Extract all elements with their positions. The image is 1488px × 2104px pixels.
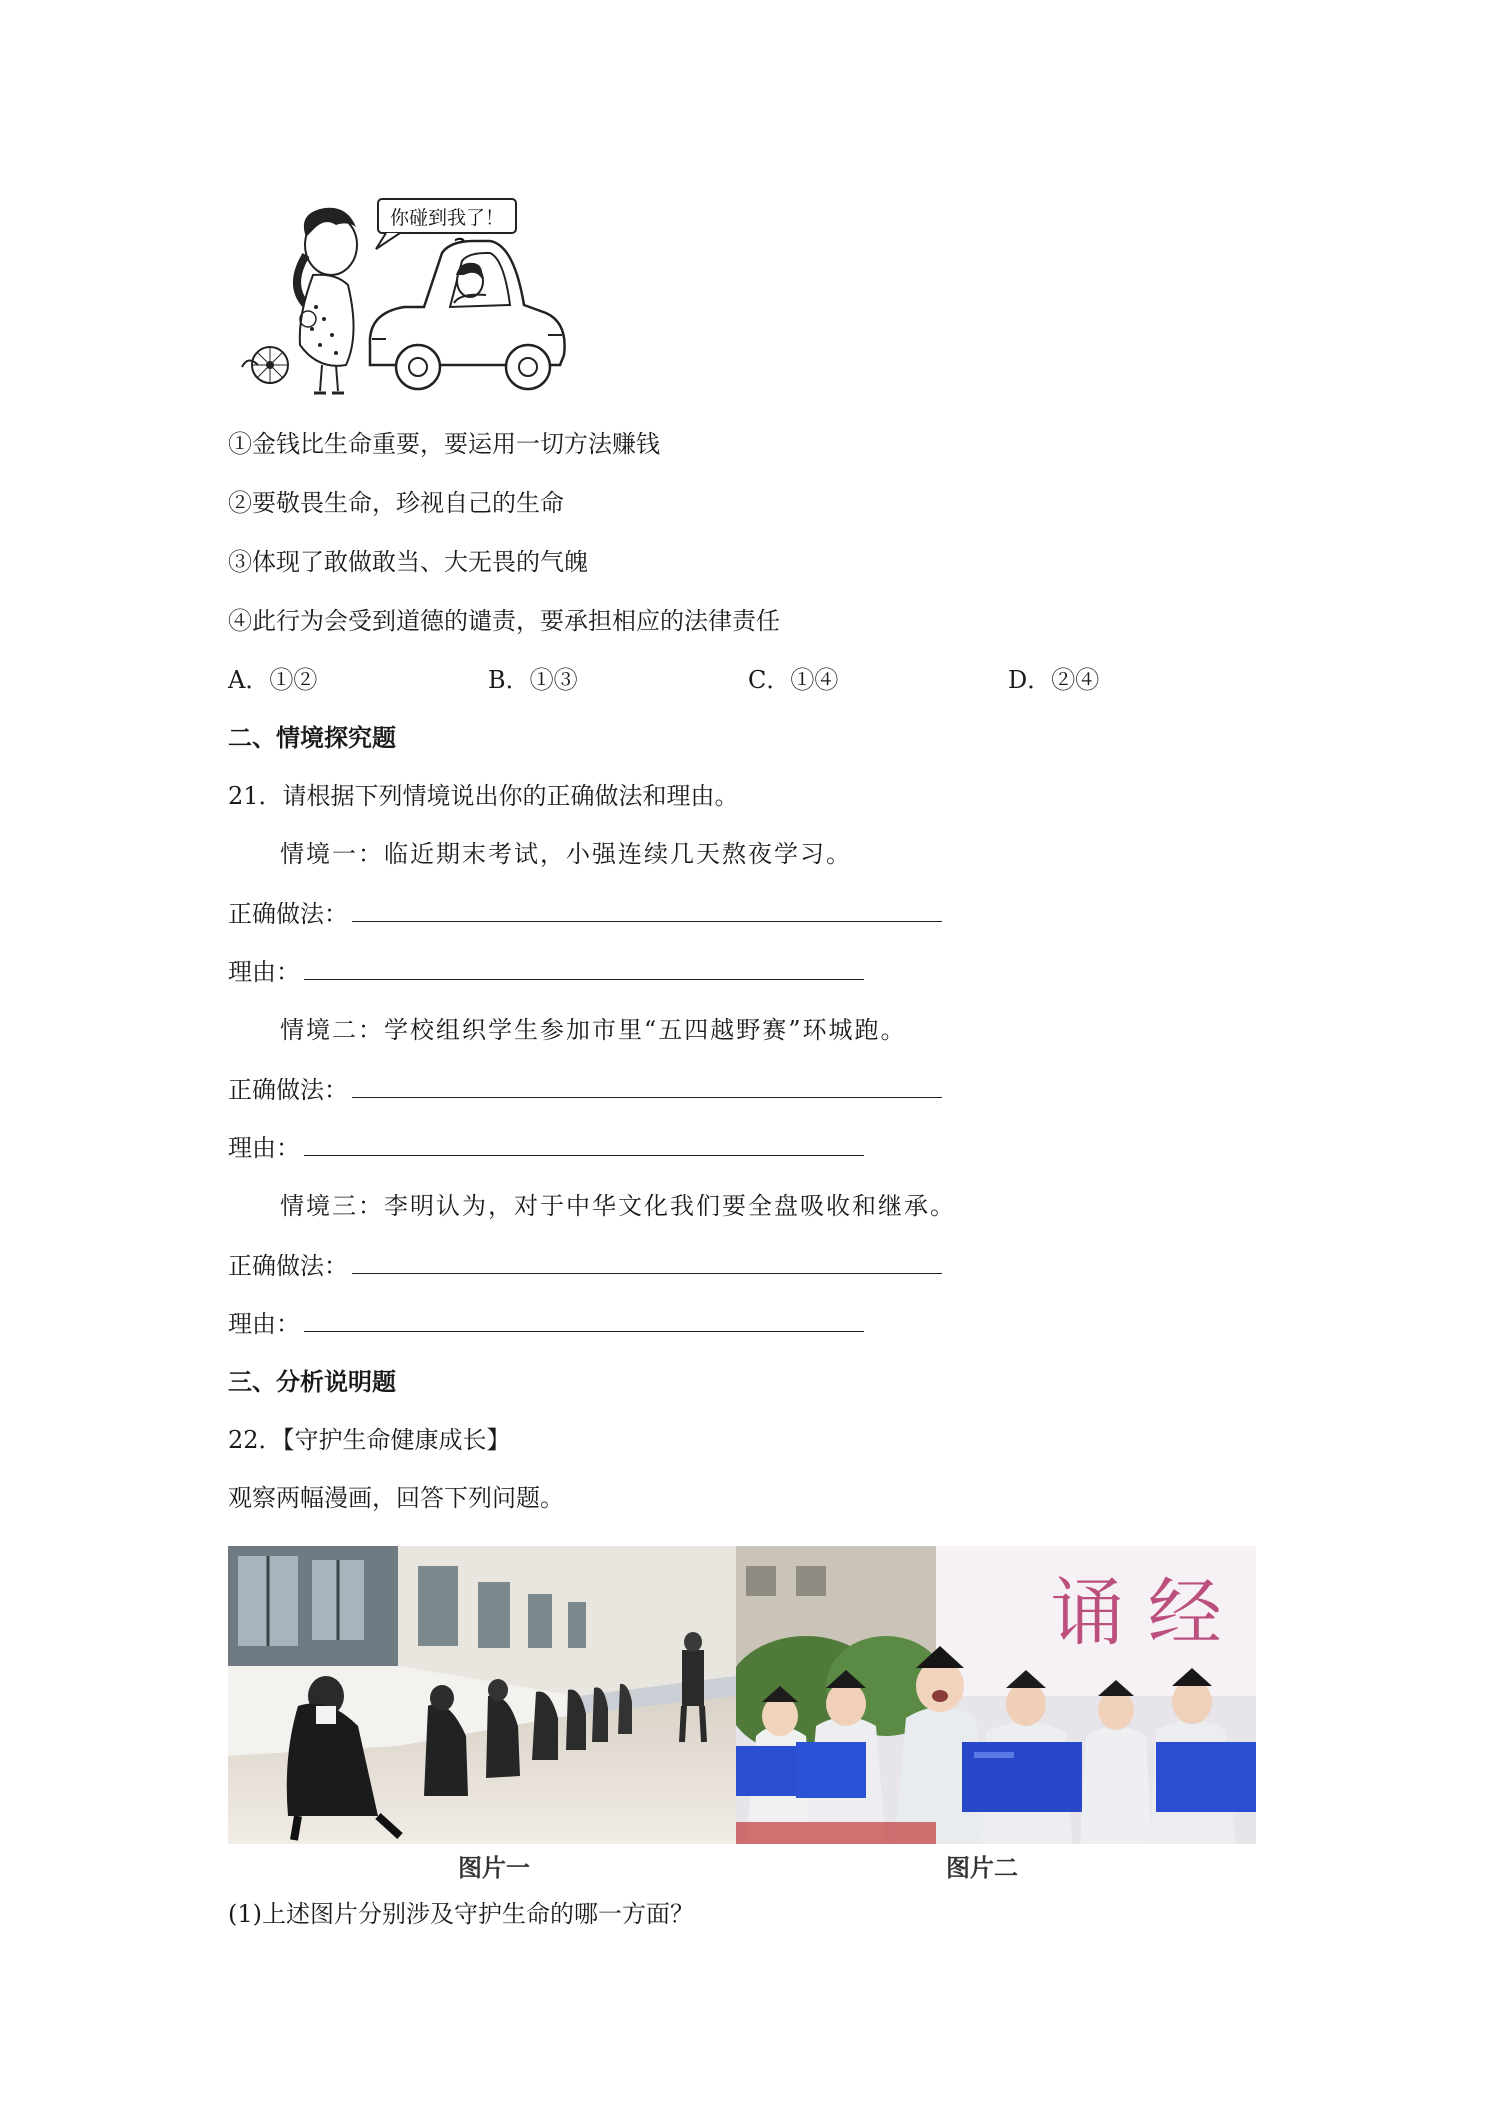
option-a-text: ①②: [269, 666, 318, 694]
photo-one: [228, 1546, 736, 1844]
section-3-heading: 三、分析说明题: [228, 1367, 396, 1396]
section-2-heading: 二、情境探究题: [228, 723, 396, 752]
reason-label: 理由：: [228, 1134, 300, 1162]
photo-two-caption: 图片二: [946, 1853, 1018, 1882]
option-d-letter: D．: [1008, 666, 1052, 694]
reason-row-2: [228, 1132, 864, 1164]
option-c[interactable]: [748, 664, 838, 696]
option-a[interactable]: [228, 664, 317, 696]
photo-two: [736, 1546, 1256, 1844]
reason-blank-3[interactable]: [304, 1309, 864, 1332]
q22-instruction: 观察两幅漫画，回答下列问题。: [228, 1484, 564, 1512]
practice-row-3: [228, 1250, 942, 1282]
reason-row-1: [228, 956, 864, 988]
option-b-letter: B．: [488, 666, 530, 694]
option-a-letter: A．: [228, 666, 270, 694]
practice-blank-1[interactable]: [352, 899, 942, 922]
practice-row-2: [228, 1074, 942, 1106]
q20-statement-3: ③体现了敢做敢当、大无畏的气魄: [228, 548, 588, 576]
practice-blank-2[interactable]: [352, 1075, 942, 1098]
reason-blank-1[interactable]: [304, 957, 864, 980]
practice-row-1: [228, 898, 942, 930]
q20-statement-4: ④此行为会受到道德的谴责，要承担相应的法律责任: [228, 607, 780, 635]
q22-sub-question-1: (1)上述图片分别涉及守护生命的哪一方面？: [228, 1900, 694, 1928]
option-c-letter: C．: [748, 666, 791, 694]
photo-one-caption: 图片一: [458, 1853, 530, 1882]
practice-label: 正确做法：: [228, 900, 348, 928]
practice-label: 正确做法：: [228, 1076, 348, 1104]
option-b-text: ①③: [529, 666, 578, 694]
reason-blank-2[interactable]: [304, 1133, 864, 1156]
practice-label: 正确做法：: [228, 1252, 348, 1280]
practice-blank-3[interactable]: [352, 1251, 942, 1274]
speech-bubble-text: 你碰到我了！: [389, 207, 505, 229]
option-b[interactable]: [488, 664, 578, 696]
option-c-text: ①④: [790, 666, 839, 694]
reason-row-3: [228, 1308, 864, 1340]
q20-statement-1: ①金钱比生命重要，要运用一切方法赚钱: [228, 430, 660, 458]
q21-stem: 21．请根据下列情境说出你的正确做法和理由。: [228, 782, 739, 810]
reason-label: 理由：: [228, 958, 300, 986]
q22-title: 22．【守护生命健康成长】: [228, 1426, 511, 1454]
q20-statement-2: ②要敬畏生命，珍视自己的生命: [228, 489, 564, 517]
scenario-1: 情境一：临近期末考试，小强连续几天熬夜学习。: [280, 840, 852, 868]
cartoon-illustration: [228, 195, 573, 405]
option-d-text: ②④: [1051, 666, 1100, 694]
scenario-3: 情境三：李明认为，对于中华文化我们要全盘吸收和继承。: [280, 1192, 956, 1220]
reason-label: 理由：: [228, 1310, 300, 1338]
scenario-2: 情境二：学校组织学生参加市里“五四越野赛”环城跑。: [280, 1016, 907, 1044]
option-d[interactable]: [1008, 664, 1099, 696]
banner-text: 诵 经: [1050, 1570, 1222, 1656]
